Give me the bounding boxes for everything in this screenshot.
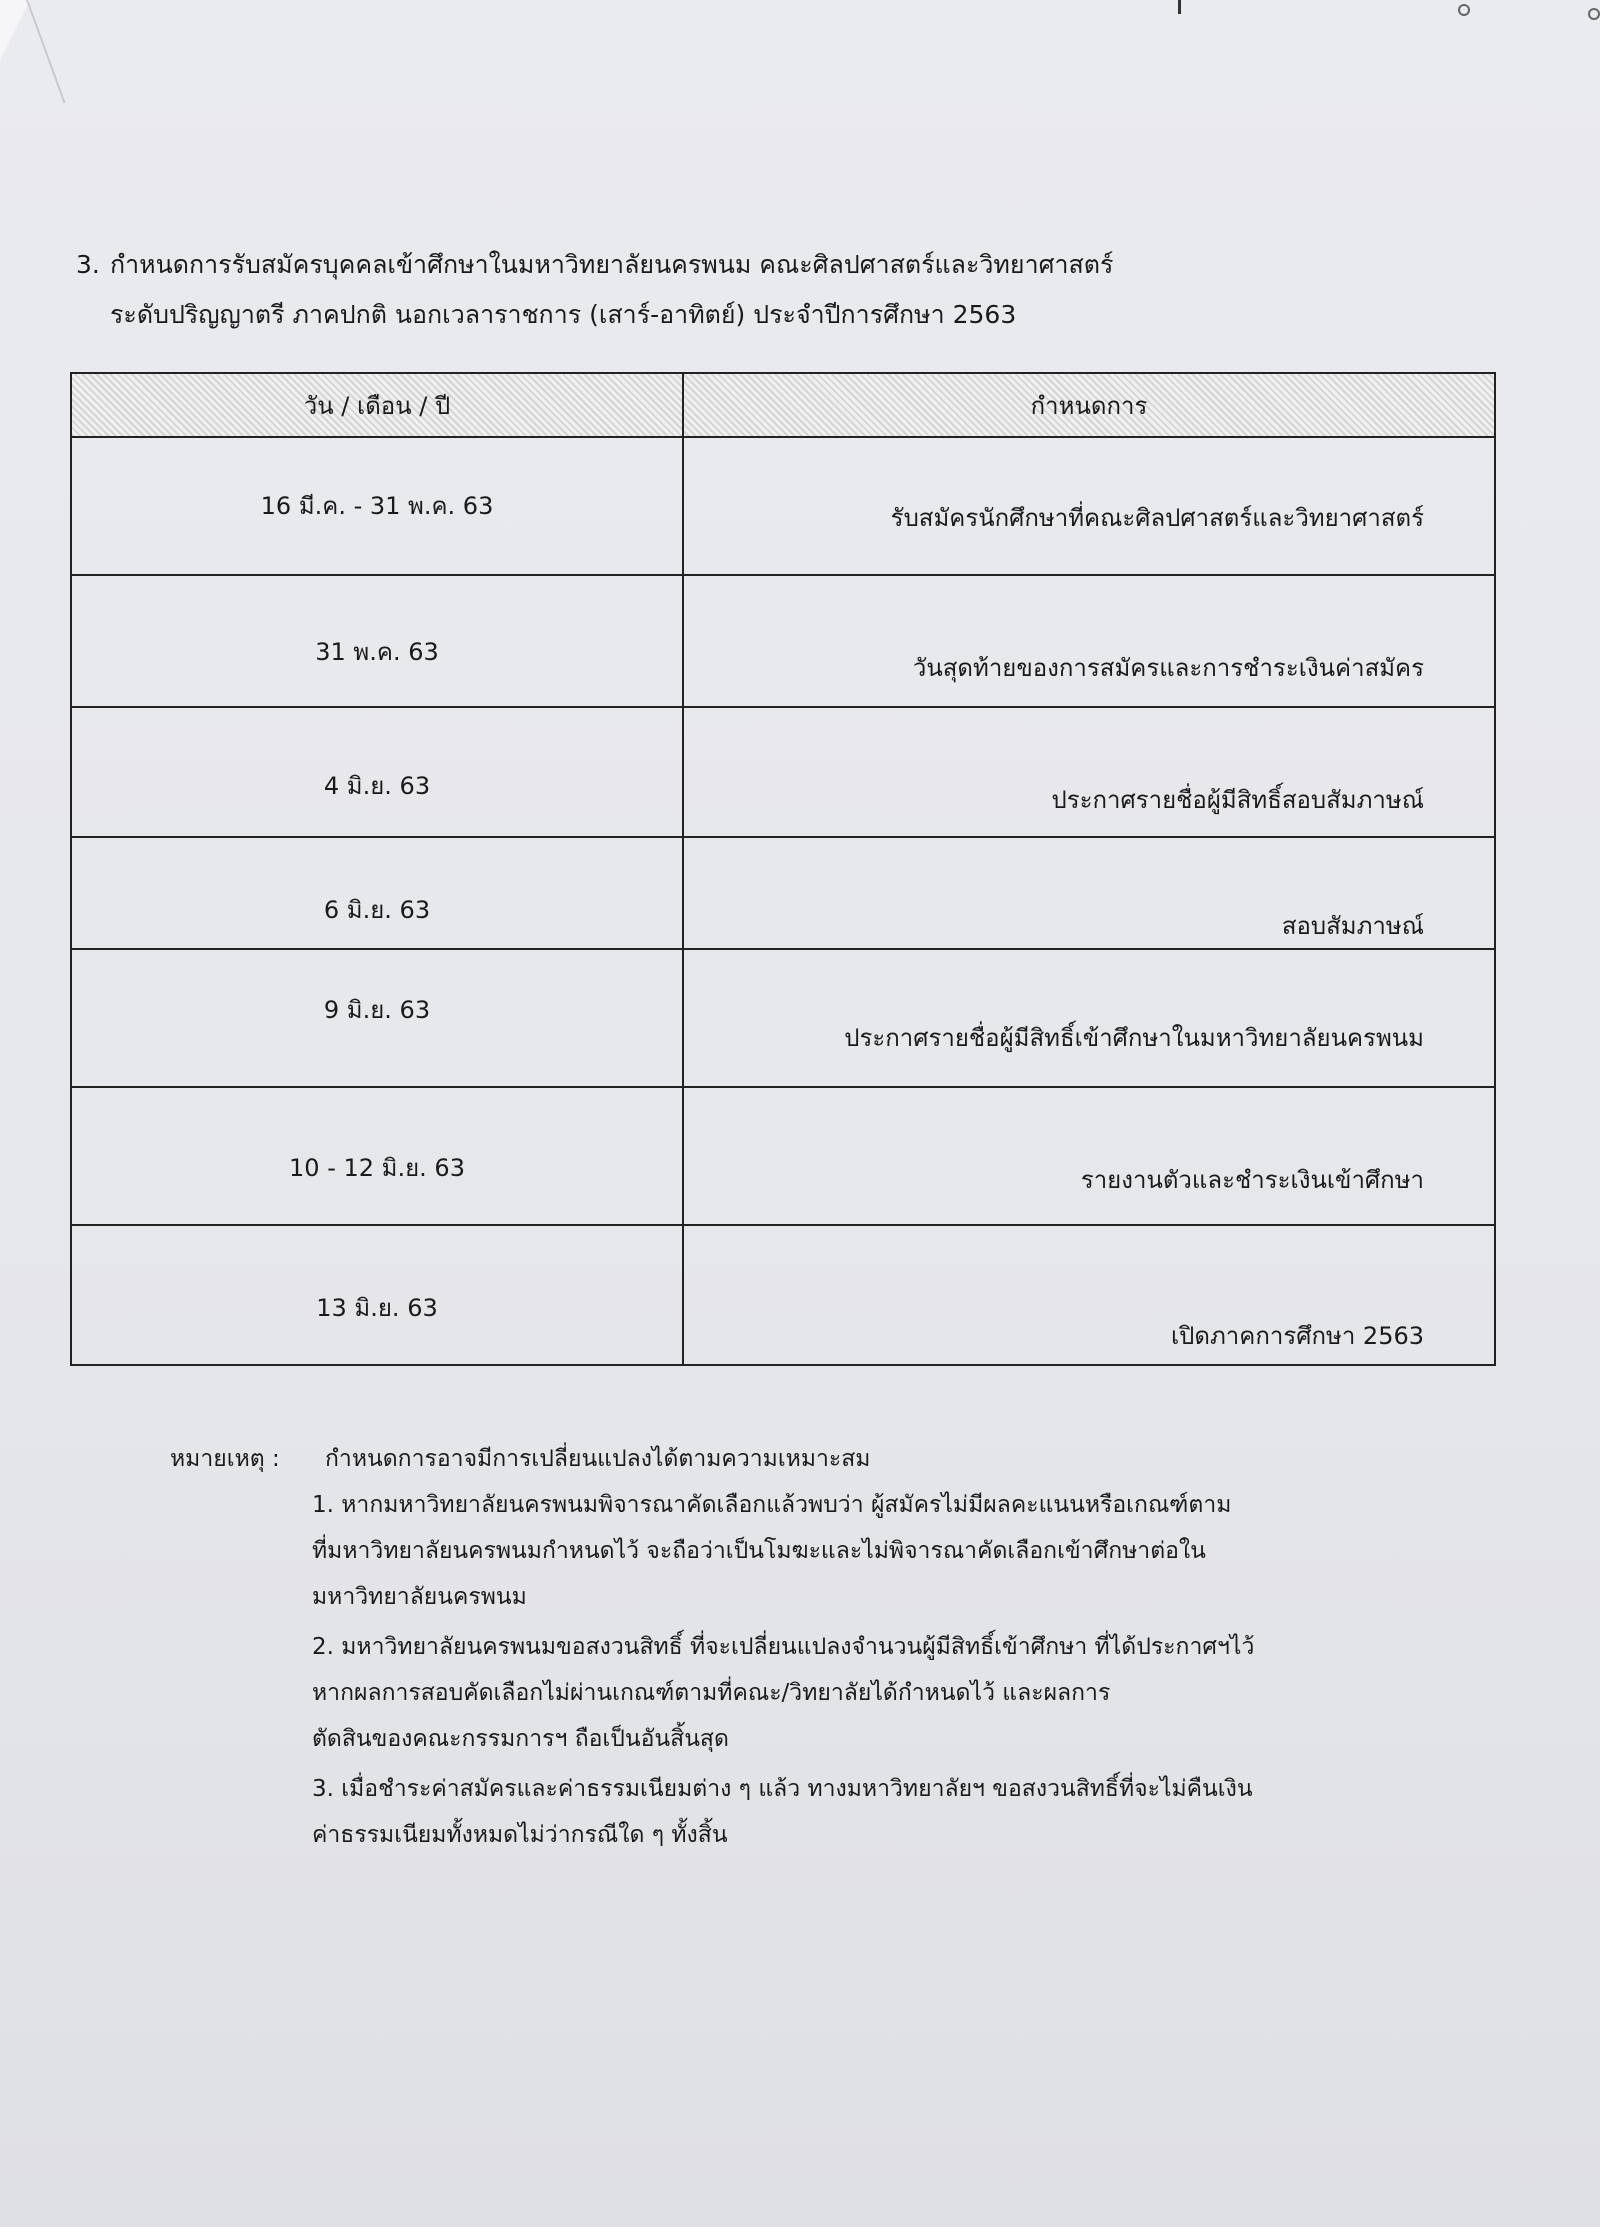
task-text: เปิดภาคการศึกษา 2563 — [1170, 1322, 1424, 1350]
task-cell — [684, 1226, 1494, 1364]
task-cell — [684, 950, 1494, 1086]
task-text: รับสมัครนักศึกษาที่คณะศิลปศาสตร์และวิทยาศาสตร์ — [890, 504, 1424, 532]
remark-item — [312, 1482, 1372, 1620]
remark-item — [312, 1624, 1372, 1762]
task-cell — [684, 576, 1494, 706]
date-cell — [72, 708, 684, 836]
task-cell — [684, 438, 1494, 574]
date-text: 31 พ.ค. 63 — [315, 638, 439, 666]
table-row — [70, 576, 1496, 708]
heading-line-2: ระดับปริญญาตรี ภาคปกติ นอกเวลาราชการ (เสาร์-อาทิตย์) ประจำปีการศึกษา 2563 — [110, 300, 1017, 329]
task-cell — [684, 838, 1494, 948]
section-heading — [76, 240, 1256, 340]
remarks-label: หมายเหตุ : — [170, 1446, 280, 1472]
date-text: 16 มี.ค. - 31 พ.ค. 63 — [260, 492, 494, 520]
remark-item — [312, 1766, 1372, 1858]
task-cell — [684, 708, 1494, 836]
date-cell — [72, 1226, 684, 1364]
remark-line: มหาวิทยาลัยนครพนม — [312, 1584, 527, 1610]
header-date: วัน / เดือน / ปี — [72, 374, 684, 436]
date-cell — [72, 1088, 684, 1224]
schedule-table — [70, 372, 1496, 1366]
punch-dot — [1588, 8, 1600, 20]
remark-line: 2. มหาวิทยาลัยนครพนมขอสงวนสิทธิ์ ที่จะเปลี่ยนแปลงจำนวนผู้มีสิทธิ์เข้าศึกษา ที่ได้ประกาศฯไว้ — [312, 1634, 1255, 1660]
date-cell — [72, 576, 684, 706]
remark-line: ค่าธรรมเนียมทั้งหมดไม่ว่ากรณีใด ๆ ทั้งสิ้น — [312, 1822, 728, 1848]
remark-line: ที่มหาวิทยาลัยนครพนมกำหนดไว้ จะถือว่าเป็นโมฆะและไม่พิจารณาคัดเลือกเข้าศึกษาต่อใน — [312, 1538, 1206, 1564]
task-text: ประกาศรายชื่อผู้มีสิทธิ์เข้าศึกษาในมหาวิทยาลัยนครพนม — [844, 1024, 1424, 1052]
table-row — [70, 438, 1496, 576]
remarks-intro: กำหนดการอาจมีการเปลี่ยนแปลงได้ตามความเหมาะสม — [325, 1446, 871, 1472]
page-fold-line — [26, 0, 66, 103]
remark-line: หากผลการสอบคัดเลือกไม่ผ่านเกณฑ์ตามที่คณะ/วิทยาลัยได้กำหนดไว้ และผลการ — [312, 1680, 1111, 1706]
table-row — [70, 1088, 1496, 1226]
heading-line-1 — [76, 240, 1256, 290]
remark-line: 1. หากมหาวิทยาลัยนครพนมพิจารณาคัดเลือกแล้วพบว่า ผู้สมัครไม่มีผลคะแนนหรือเกณฑ์ตาม — [312, 1492, 1232, 1518]
task-text: รายงานตัวและชำระเงินเข้าศึกษา — [1080, 1166, 1424, 1194]
date-text: 9 มิ.ย. 63 — [323, 996, 431, 1024]
table-row — [70, 838, 1496, 950]
date-text: 6 มิ.ย. 63 — [323, 896, 431, 924]
date-cell — [72, 950, 684, 1086]
remark-line: ตัดสินของคณะกรรมการฯ ถือเป็นอันสิ้นสุด — [312, 1726, 729, 1752]
heading-text-1: กำหนดการรับสมัครบุคคลเข้าศึกษาในมหาวิทยาลัยนครพนม คณะศิลปศาสตร์และวิทยาศาสตร์ — [110, 250, 1114, 279]
punch-dot — [1458, 4, 1470, 16]
table-row — [70, 950, 1496, 1088]
date-cell — [72, 838, 684, 948]
table-header-row — [70, 372, 1496, 438]
remarks-list — [312, 1482, 1372, 1862]
date-cell — [72, 438, 684, 574]
date-text: 10 - 12 มิ.ย. 63 — [289, 1154, 465, 1182]
section-number: 3. — [76, 250, 100, 279]
binding-mark — [1178, 0, 1181, 14]
header-task: กำหนดการ — [1030, 391, 1148, 420]
remark-line: 3. เมื่อชำระค่าสมัครและค่าธรรมเนียมต่าง ๆ แล้ว ทางมหาวิทยาลัยฯ ขอสงวนสิทธิ์ที่จะไม่คืนเงิน — [312, 1776, 1253, 1802]
table-row — [70, 708, 1496, 838]
task-cell — [684, 1088, 1494, 1224]
task-text: ประกาศรายชื่อผู้มีสิทธิ์สอบสัมภาษณ์ — [1051, 786, 1424, 814]
page-fold-corner — [0, 0, 30, 60]
table-row — [70, 1226, 1496, 1366]
date-text: 4 มิ.ย. 63 — [323, 772, 431, 800]
task-text: วันสุดท้ายของการสมัครและการชำระเงินค่าสมัคร — [912, 654, 1424, 682]
task-text: สอบสัมภาษณ์ — [1281, 912, 1424, 940]
date-text: 13 มิ.ย. 63 — [316, 1294, 438, 1322]
